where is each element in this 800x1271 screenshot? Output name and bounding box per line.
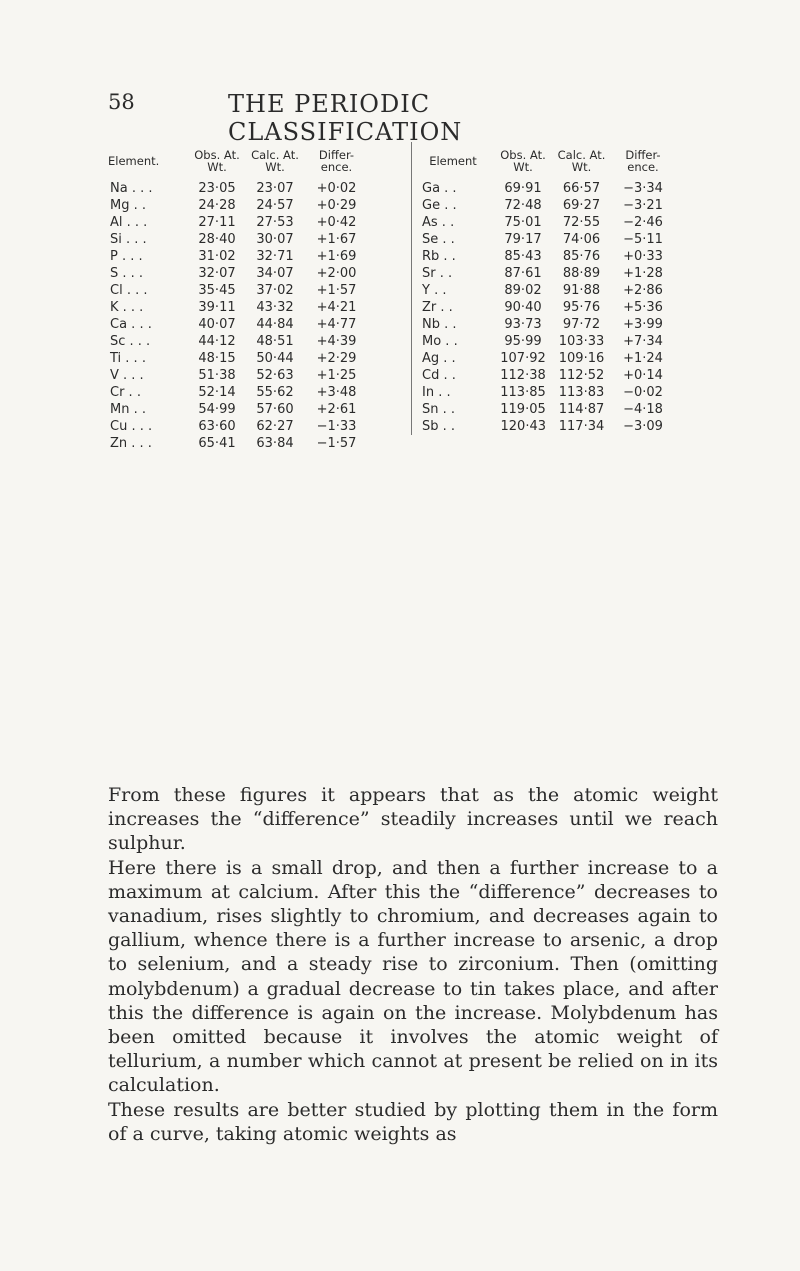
cell-calculated: 66·57 <box>562 181 601 196</box>
cell-observed: 44·12 <box>198 334 236 349</box>
table-row <box>108 180 369 197</box>
cell-calculated: 48·51 <box>256 334 294 349</box>
cell-difference: +0·02 <box>316 181 357 196</box>
cell-observed: 79·17 <box>504 232 542 247</box>
cell-element: Ge . . <box>422 198 457 213</box>
cell-element: Mo . . <box>422 334 458 349</box>
cell-difference: −5·11 <box>623 232 663 247</box>
table-row <box>108 214 369 231</box>
cell-difference: +1·67 <box>316 232 357 247</box>
cell-element: Se . . <box>422 232 455 247</box>
cell-observed: 63·60 <box>198 419 236 434</box>
cell-calculated: 43·32 <box>256 300 294 315</box>
cell-observed: 95·99 <box>504 334 542 349</box>
cell-observed: 35·45 <box>198 283 236 298</box>
table-row <box>412 214 676 231</box>
cell-difference: +0·14 <box>623 368 663 383</box>
table-row <box>412 248 676 265</box>
cell-observed: 107·92 <box>500 351 546 366</box>
table-row <box>108 418 369 435</box>
paragraph: From these figures it appears that as the atomic weight increases the “difference” steadily increases until we reach sulphur. <box>108 784 718 855</box>
cell-element: Y . . <box>422 283 447 298</box>
cell-observed: 93·73 <box>504 317 542 332</box>
cell-observed: 48·15 <box>198 351 236 366</box>
cell-observed: 69·91 <box>504 181 542 196</box>
cell-element: Nb . . <box>422 317 457 332</box>
col-header-observed: Obs. At. Wt. <box>500 148 546 174</box>
table-right-half <box>411 142 676 435</box>
cell-difference: +0·42 <box>316 215 357 230</box>
cell-calculated: 50·44 <box>256 351 294 366</box>
cell-element: Zr . . <box>422 300 453 315</box>
cell-element: Ag . . <box>422 351 456 366</box>
cell-element: Mn . . <box>110 402 146 417</box>
cell-element: Mg . . <box>110 198 146 213</box>
cell-difference: +4·77 <box>316 317 357 332</box>
cell-difference: +1·28 <box>623 266 663 281</box>
cell-difference: −1·57 <box>316 436 357 451</box>
table-header-row <box>412 142 676 180</box>
cell-calculated: 55·62 <box>256 385 294 400</box>
cell-calculated: 44·84 <box>256 317 294 332</box>
table-header-row <box>108 142 369 180</box>
cell-difference: −4·18 <box>623 402 663 417</box>
cell-observed: 89·02 <box>504 283 542 298</box>
table-left-half <box>108 142 369 452</box>
cell-difference: +2·29 <box>316 351 357 366</box>
cell-observed: 90·40 <box>504 300 542 315</box>
table-row <box>108 282 369 299</box>
table-row <box>108 248 369 265</box>
cell-calculated: 72·55 <box>562 215 601 230</box>
cell-element: As . . <box>422 215 455 230</box>
cell-calculated: 74·06 <box>562 232 601 247</box>
cell-difference: +2·00 <box>316 266 357 281</box>
table-row <box>108 265 369 282</box>
cell-observed: 31·02 <box>198 249 236 264</box>
cell-observed: 75·01 <box>504 215 542 230</box>
cell-element: Sb . . <box>422 419 456 434</box>
cell-difference: +5·36 <box>623 300 663 315</box>
cell-calculated: 30·07 <box>256 232 294 247</box>
cell-element: S . . . <box>110 266 144 281</box>
table-row <box>412 197 676 214</box>
table-row <box>412 350 676 367</box>
cell-calculated: 113·83 <box>558 385 605 400</box>
cell-element: Si . . . <box>110 232 147 247</box>
cell-difference: −1·33 <box>316 419 357 434</box>
cell-observed: 28·40 <box>198 232 236 247</box>
cell-calculated: 24·57 <box>256 198 294 213</box>
cell-observed: 87·61 <box>504 266 542 281</box>
col-header-calculated: Calc. At. Wt. <box>557 148 606 174</box>
cell-element: In . . <box>422 385 451 400</box>
table-row <box>412 265 676 282</box>
table-row <box>108 231 369 248</box>
cell-observed: 85·43 <box>504 249 542 264</box>
cell-difference: +0·29 <box>316 198 357 213</box>
cell-observed: 112·38 <box>500 368 546 383</box>
cell-element: K . . . <box>110 300 144 315</box>
cell-observed: 54·99 <box>198 402 236 417</box>
col-header-difference: Differ- ence. <box>625 148 661 174</box>
cell-element: Cl . . . <box>110 283 148 298</box>
cell-element: Zn . . . <box>110 436 152 451</box>
table-row <box>412 180 676 197</box>
cell-calculated: 109·16 <box>558 351 605 366</box>
cell-calculated: 63·84 <box>256 436 294 451</box>
cell-calculated: 103·33 <box>558 334 605 349</box>
col-header-element: Element. <box>108 154 160 168</box>
cell-difference: +2·61 <box>316 402 357 417</box>
cell-calculated: 95·76 <box>562 300 601 315</box>
cell-calculated: 27·53 <box>256 215 294 230</box>
cell-observed: 65·41 <box>198 436 236 451</box>
cell-observed: 119·05 <box>500 402 546 417</box>
col-header-observed: Obs. At. Wt. <box>194 148 240 174</box>
cell-observed: 32·07 <box>198 266 236 281</box>
cell-difference: +1·57 <box>316 283 357 298</box>
cell-calculated: 57·60 <box>256 402 294 417</box>
cell-element: Ti . . . <box>110 351 146 366</box>
table-row <box>108 367 369 384</box>
cell-difference: −3·34 <box>623 181 663 196</box>
cell-observed: 40·07 <box>198 317 236 332</box>
cell-calculated: 91·88 <box>562 283 601 298</box>
table-row <box>108 350 369 367</box>
table-row <box>108 384 369 401</box>
cell-observed: 72·48 <box>504 198 542 213</box>
cell-element: P . . . <box>110 249 143 264</box>
cell-observed: 52·14 <box>198 385 236 400</box>
cell-calculated: 62·27 <box>256 419 294 434</box>
col-header-calculated: Calc. At. Wt. <box>251 148 299 174</box>
paragraph: These results are better studied by plotting them in the form of a curve, taking atomic weights as <box>108 1098 718 1145</box>
page-number: 58 <box>108 90 135 114</box>
cell-observed: 51·38 <box>198 368 236 383</box>
table-row <box>412 384 676 401</box>
cell-element: Na . . . <box>110 181 153 196</box>
cell-calculated: 117·34 <box>558 419 605 434</box>
cell-difference: −2·46 <box>623 215 663 230</box>
cell-calculated: 112·52 <box>558 368 605 383</box>
running-title: THE PERIODIC CLASSIFICATION <box>228 90 463 146</box>
cell-element: Sn . . <box>422 402 456 417</box>
table-row <box>412 282 676 299</box>
cell-difference: +7·34 <box>623 334 663 349</box>
cell-difference: −0·02 <box>623 385 663 400</box>
table-row <box>108 316 369 333</box>
table-row <box>108 197 369 214</box>
col-header-element: Element <box>429 154 477 168</box>
cell-difference: +1·24 <box>623 351 663 366</box>
cell-calculated: 114·87 <box>558 402 605 417</box>
cell-observed: 120·43 <box>500 419 546 434</box>
table-row <box>108 401 369 418</box>
cell-difference: +4·39 <box>316 334 357 349</box>
cell-calculated: 85·76 <box>562 249 601 264</box>
cell-difference: −3·09 <box>623 419 663 434</box>
cell-calculated: 88·89 <box>562 266 601 281</box>
cell-difference: +4·21 <box>316 300 357 315</box>
cell-observed: 27·11 <box>198 215 236 230</box>
page-header <box>108 90 668 146</box>
cell-calculated: 37·02 <box>256 283 294 298</box>
cell-observed: 23·05 <box>198 181 236 196</box>
cell-difference: +0·33 <box>623 249 663 264</box>
table-row <box>412 418 676 435</box>
paragraph: Here there is a small drop, and then a further increase to a maximum at calcium. After this the “difference” decreases to vanadium, rises slightly to chromium, and decreases again to gallium, whence there is a further increase to arsenic, a drop to selenium, and a steady rise to zirconium. Then (omitting molybdenum) a gradual decrease to tin takes place, and after this the difference is again on the increase. Molybdenum has been omitted because it involves the atomic weight of tellurium, a number which cannot at present be relied on in its calculation. <box>108 856 718 1097</box>
cell-difference: +3·99 <box>623 317 663 332</box>
cell-element: Al . . . <box>110 215 148 230</box>
cell-observed: 24·28 <box>198 198 236 213</box>
cell-calculated: 32·71 <box>256 249 294 264</box>
table-row <box>412 367 676 384</box>
table-row <box>108 299 369 316</box>
cell-element: Sc . . . <box>110 334 151 349</box>
table-row <box>108 435 369 452</box>
cell-element: Cu . . . <box>110 419 153 434</box>
cell-calculated: 34·07 <box>256 266 294 281</box>
table-row <box>412 401 676 418</box>
cell-observed: 39·11 <box>198 300 236 315</box>
cell-element: V . . . <box>110 368 144 383</box>
cell-difference: +3·48 <box>316 385 357 400</box>
cell-difference: −3·21 <box>623 198 663 213</box>
cell-element: Ca . . . <box>110 317 152 332</box>
table-row <box>108 333 369 350</box>
cell-calculated: 23·07 <box>256 181 294 196</box>
col-header-difference: Differ- ence. <box>318 148 355 174</box>
cell-element: Sr . . <box>422 266 453 281</box>
table-row <box>412 316 676 333</box>
cell-difference: +1·69 <box>316 249 357 264</box>
cell-element: Ga . . <box>422 181 457 196</box>
table-row <box>412 333 676 350</box>
cell-calculated: 52·63 <box>256 368 294 383</box>
cell-observed: 113·85 <box>500 385 546 400</box>
table-row <box>412 231 676 248</box>
table-row <box>412 299 676 316</box>
cell-difference: +2·86 <box>623 283 663 298</box>
cell-element: Cd . . <box>422 368 456 383</box>
cell-calculated: 69·27 <box>562 198 601 213</box>
cell-element: Rb . . <box>422 249 456 264</box>
cell-calculated: 97·72 <box>562 317 601 332</box>
body-text <box>108 783 718 1146</box>
cell-difference: +1·25 <box>316 368 357 383</box>
cell-element: Cr . . <box>110 385 141 400</box>
